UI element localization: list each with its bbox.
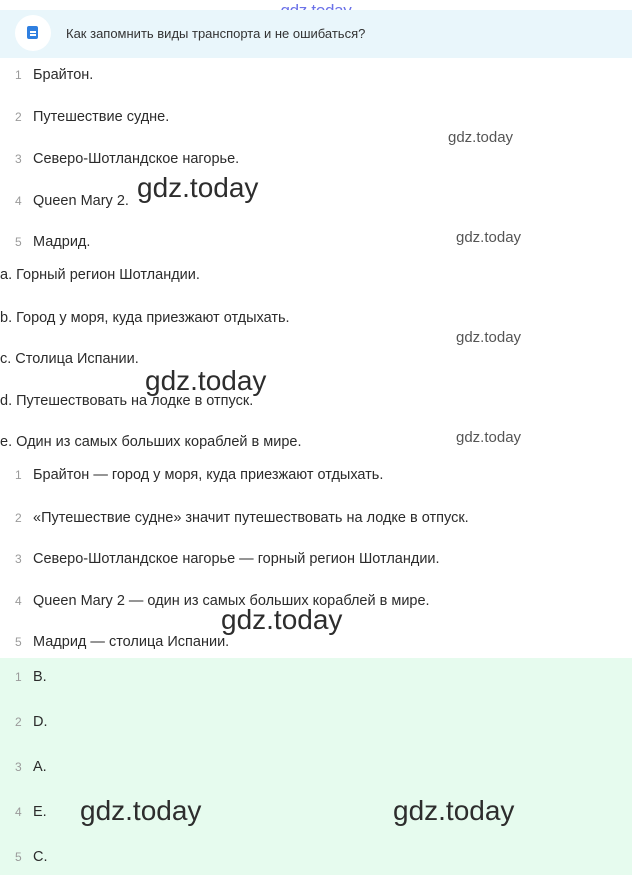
answer-item: 1 B. — [15, 669, 47, 685]
definition-item: c. Столица Испании. — [0, 351, 139, 367]
definition-item: b. Город у моря, куда приезжают отдыхать. — [0, 310, 290, 326]
watermark: gdz.today — [145, 365, 267, 396]
sentence-item: 3 Северо-Шотландское нагорье — горный регион Шотландии. — [15, 551, 440, 567]
sentence-item: 2 «Путешествие судне» значит путешествовать на лодке в отпуск. — [15, 510, 469, 526]
term-item: 4 Queen Mary 2. — [15, 193, 129, 209]
answer-item: 2 D. — [15, 714, 48, 730]
definition-item: d. Путешествовать на лодке в отпуск. — [0, 393, 254, 409]
watermark: gdz.today — [448, 129, 514, 146]
answer-item: 5 C. — [15, 849, 48, 865]
watermark: gdz.today — [393, 795, 515, 826]
watermark: gdz.today — [456, 329, 522, 346]
term-item: 3 Северо-Шотландское нагорье. — [15, 151, 240, 167]
watermark: gdz.today — [80, 795, 202, 826]
term-item: 5 Мадрид. — [15, 234, 91, 250]
question-header[interactable] — [0, 10, 632, 58]
book-icon — [15, 15, 51, 51]
watermark: gdz.today — [137, 172, 259, 203]
term-item: 1 Брайтон. — [15, 67, 94, 83]
term-item: 2 Путешествие судне. — [15, 109, 170, 125]
watermark: gdz.today — [456, 429, 522, 446]
definition-item: e. Один из самых больших кораблей в мире. — [0, 434, 302, 450]
answer-item: 3 A. — [15, 759, 47, 775]
definition-item: a. Горный регион Шотландии. — [0, 267, 200, 283]
watermark: gdz.today — [456, 229, 522, 246]
sentence-item: 4 Queen Mary 2 — один из самых больших кораблей в мире. — [15, 593, 430, 609]
sentence-item: 5 Мадрид — столица Испании. — [15, 634, 230, 650]
question-title: Как запомнить виды транспорта и не ошибаться? — [66, 26, 366, 41]
answer-item: 4 E. — [15, 804, 47, 820]
sentence-item: 1 Брайтон — город у моря, куда приезжают отдыхать. — [15, 467, 384, 483]
answers-panel — [0, 658, 632, 875]
watermark: gdz.today — [221, 604, 343, 635]
